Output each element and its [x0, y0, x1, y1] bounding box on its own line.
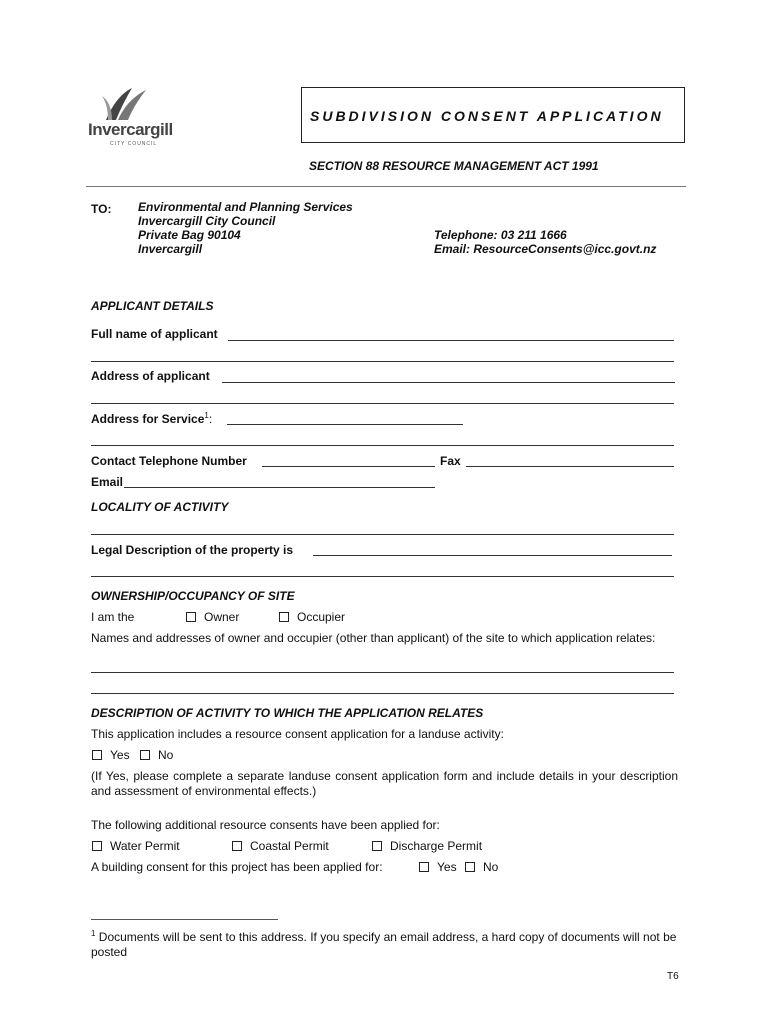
service-footnote-ref: 1 [204, 411, 209, 420]
water-permit-option[interactable] [92, 839, 180, 853]
names-text: Names and addresses of owner and occupier (other than applicant) of the site to which application relates: [91, 631, 656, 645]
occupier-checkbox[interactable] [279, 612, 289, 622]
coastal-permit-checkbox[interactable] [232, 841, 242, 851]
full-name-label: Full name of applicant [91, 327, 218, 341]
additional-text: The following additional resource consents have been applied for: [91, 818, 440, 832]
landuse-yes-checkbox[interactable] [92, 750, 102, 760]
service-field[interactable] [227, 424, 463, 425]
email-label: Email [91, 475, 124, 489]
service-label-text: Address for Service [91, 412, 205, 426]
water-permit-checkbox[interactable] [92, 841, 102, 851]
fax-field[interactable] [466, 466, 674, 467]
landuse-no-label: No [158, 748, 174, 762]
owner-checkbox[interactable] [186, 612, 196, 622]
landuse-no-option[interactable] [140, 748, 173, 762]
building-yes-option[interactable] [419, 860, 457, 874]
ownership-heading: OWNERSHIP/OCCUPANCY OF SITE [91, 589, 295, 603]
footnote-rule [91, 919, 278, 920]
landuse-yes-option[interactable] [92, 748, 130, 762]
logo-name: Invercargill [88, 120, 173, 139]
page-code: T6 [667, 971, 679, 982]
building-no-option[interactable] [465, 860, 498, 874]
building-no-label: No [483, 860, 499, 874]
logo-swoosh-icon [98, 86, 158, 122]
legal-label: Legal Description of the property is [91, 543, 294, 557]
email-field[interactable] [124, 487, 435, 488]
to-line-1: Environmental and Planning Services [138, 200, 353, 214]
discharge-permit-label: Discharge Permit [390, 839, 483, 853]
fax-label: Fax [440, 454, 461, 468]
header-divider [86, 186, 686, 187]
description-heading: DESCRIPTION OF ACTIVITY TO WHICH THE APPLICATION RELATES [91, 706, 484, 720]
discharge-permit-option[interactable] [372, 839, 482, 853]
telephone: Telephone: 03 211 1666 [434, 228, 567, 242]
logo-subtitle: CITY COUNCIL [110, 141, 158, 147]
discharge-permit-checkbox[interactable] [372, 841, 382, 851]
landuse-no-checkbox[interactable] [140, 750, 150, 760]
coastal-permit-label: Coastal Permit [250, 839, 329, 853]
address-label: Address of applicant [91, 369, 210, 383]
building-yes-checkbox[interactable] [419, 862, 429, 872]
building-text: A building consent for this project has been applied for: [91, 860, 383, 874]
service-colon: : [208, 412, 213, 426]
names-field[interactable] [91, 672, 674, 673]
legal-field[interactable] [313, 555, 672, 556]
building-no-checkbox[interactable] [465, 862, 475, 872]
address-field-2[interactable] [91, 403, 674, 404]
landuse-text: This application includes a resource consent application for a landuse activity: [91, 727, 504, 741]
locality-field[interactable] [91, 534, 674, 535]
occupier-option[interactable] [279, 610, 345, 624]
phone-field[interactable] [262, 466, 435, 467]
footnote-text: Documents will be sent to this address. If you specify an email address, a hard copy of documents will not be posted [91, 930, 677, 959]
address-field[interactable] [222, 382, 675, 383]
coastal-permit-option[interactable] [232, 839, 329, 853]
occupier-label: Occupier [297, 610, 346, 624]
council-logo [88, 86, 178, 148]
water-permit-label: Water Permit [110, 839, 180, 853]
legal-field-2[interactable] [91, 576, 674, 577]
to-line-4: Invercargill [138, 242, 203, 256]
to-label: TO: [91, 202, 112, 216]
owner-option[interactable] [186, 610, 239, 624]
landuse-note: (If Yes, please complete a separate landuse consent application form and include details in your description and assessment of environmental effects.) [91, 769, 678, 798]
phone-label: Contact Telephone Number [91, 454, 247, 468]
to-line-3: Private Bag 90104 [138, 228, 241, 242]
to-line-2: Invercargill City Council [138, 214, 276, 228]
iam-label: I am the [91, 610, 135, 624]
full-name-field[interactable] [228, 340, 674, 341]
email-contact: Email: ResourceConsents@icc.govt.nz [434, 242, 657, 256]
title-box [301, 87, 685, 143]
page-title: SUBDIVISION CONSENT APPLICATION [310, 108, 664, 124]
service-field-2[interactable] [91, 445, 674, 446]
building-yes-label: Yes [437, 860, 457, 874]
full-name-field-2[interactable] [91, 361, 674, 362]
service-label [91, 411, 212, 426]
names-field-2[interactable] [91, 693, 674, 694]
applicant-heading: APPLICANT DETAILS [91, 299, 214, 313]
footnote-number: 1 [91, 929, 96, 938]
locality-heading: LOCALITY OF ACTIVITY [91, 500, 229, 514]
owner-label: Owner [204, 610, 240, 624]
section-heading: SECTION 88 RESOURCE MANAGEMENT ACT 1991 [309, 159, 599, 173]
footnote [91, 926, 681, 960]
landuse-yes-label: Yes [110, 748, 130, 762]
